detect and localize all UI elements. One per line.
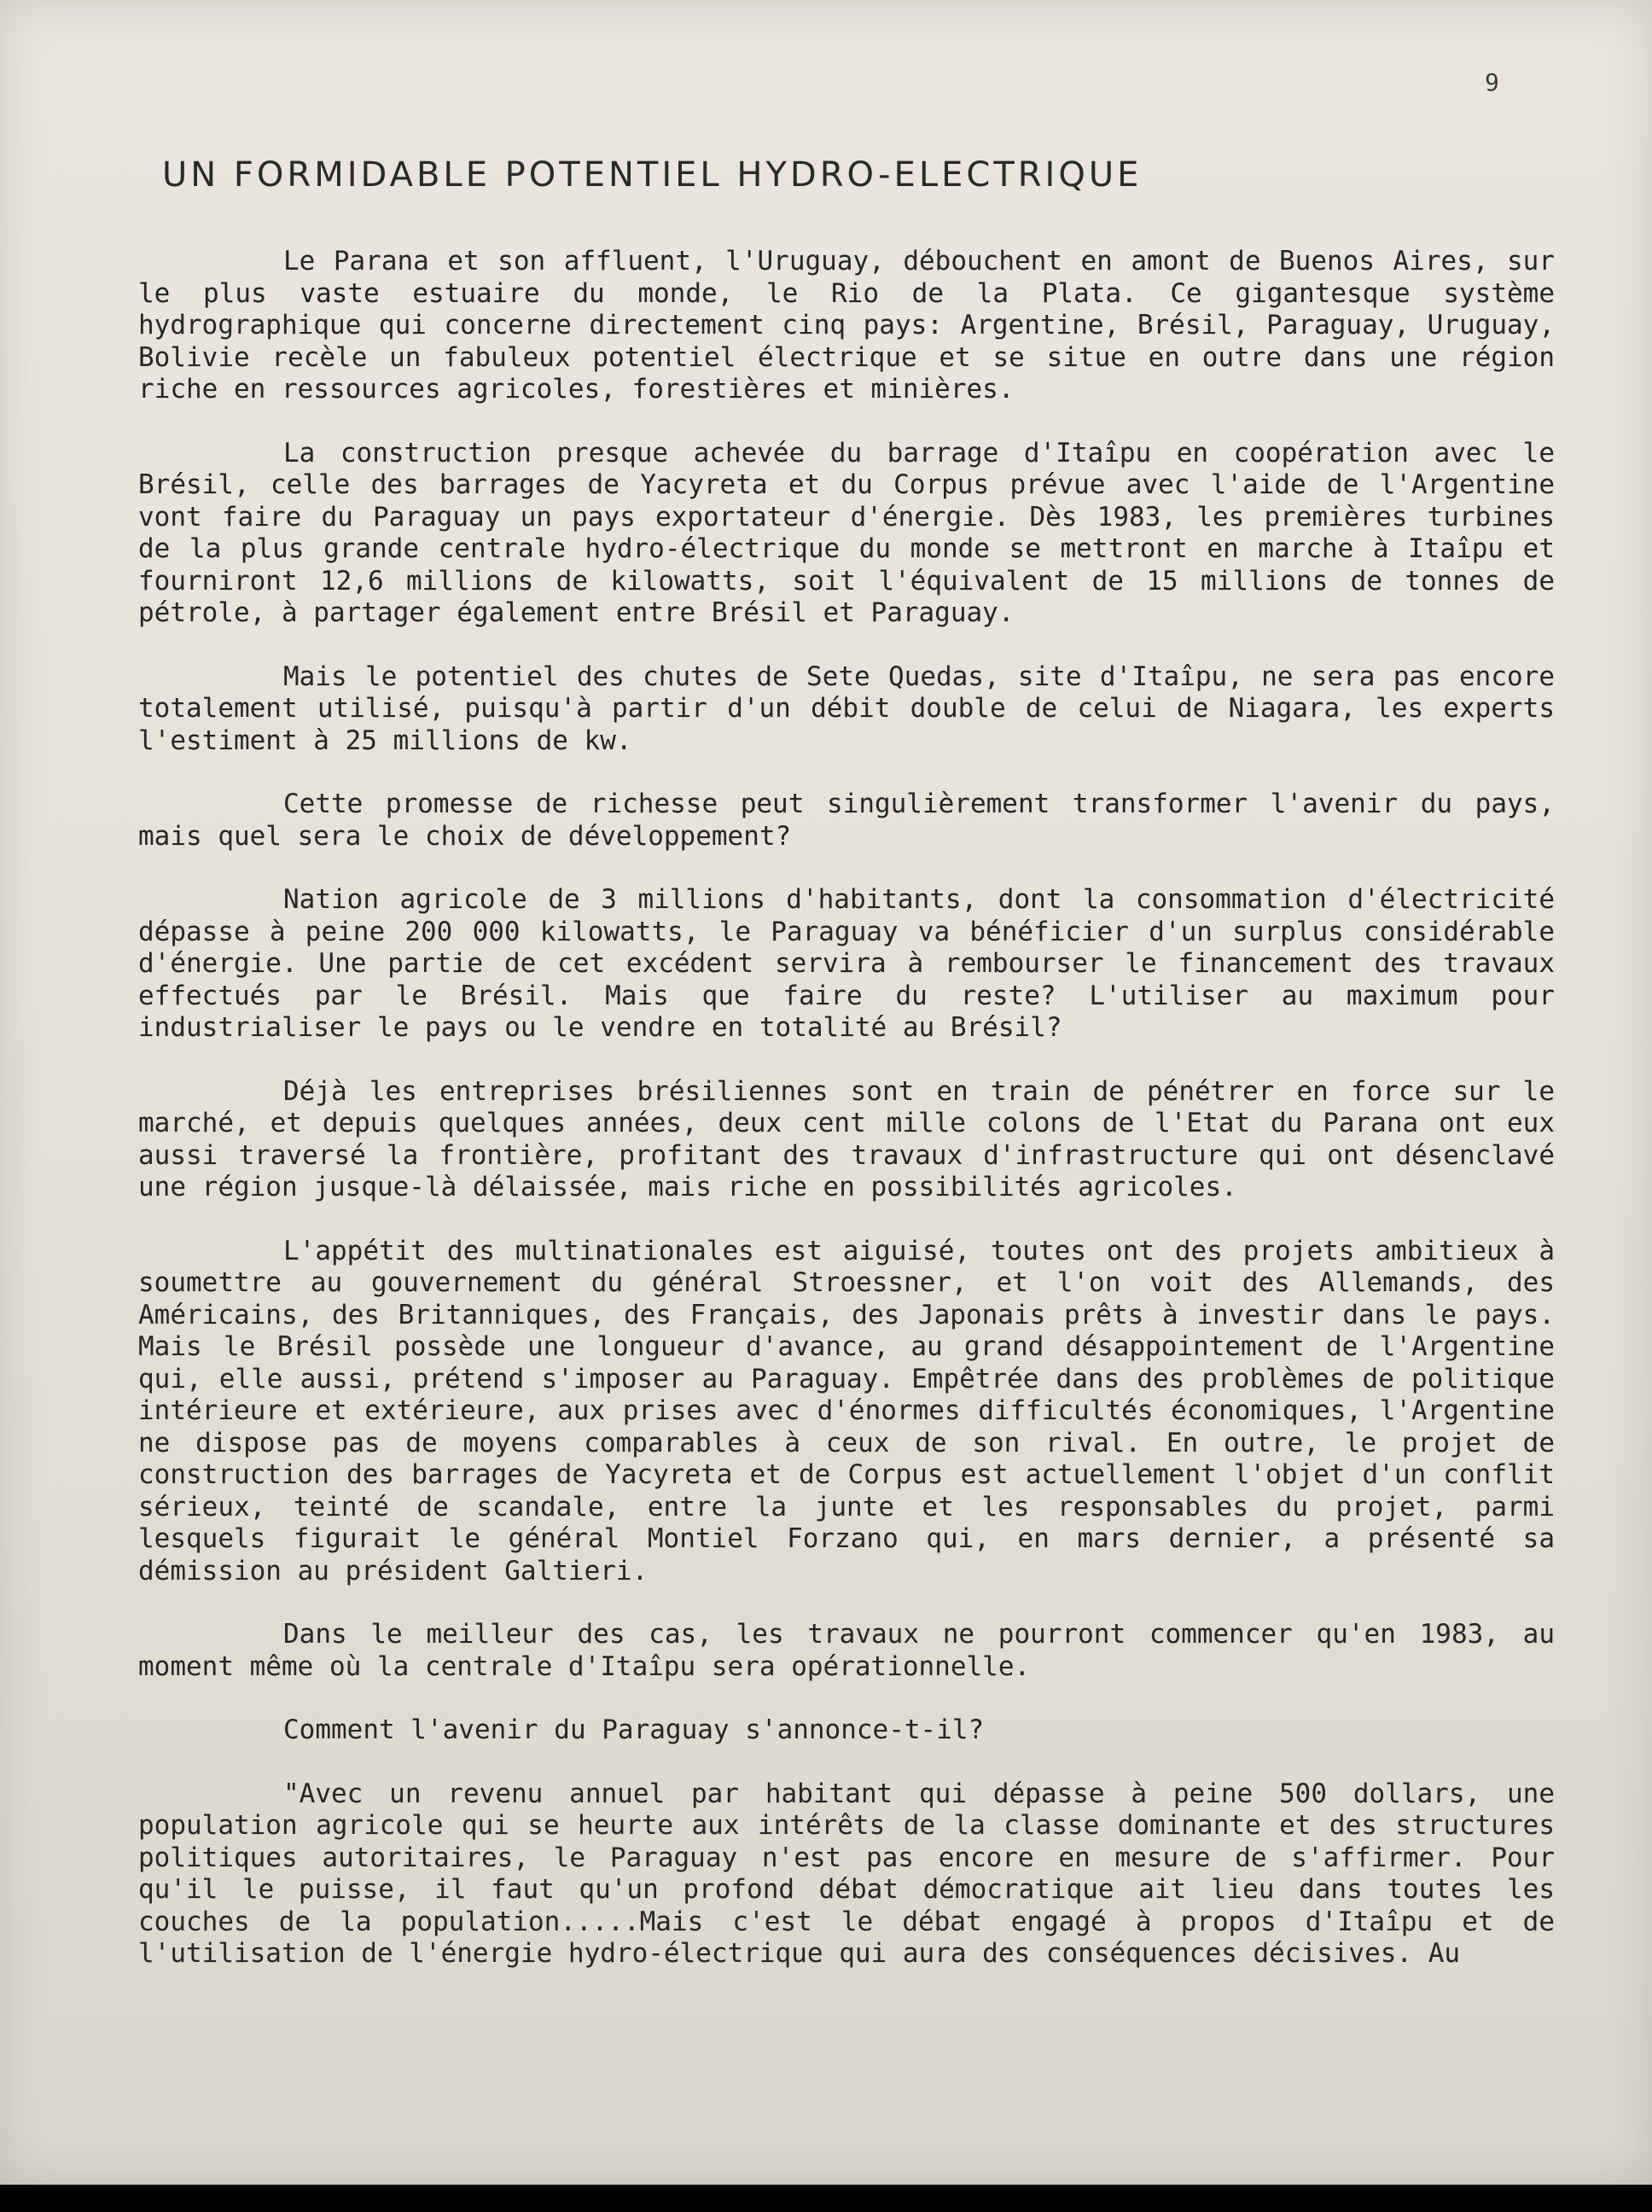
paragraph-2: La construction presque achevée du barrage d'Itaîpu en coopération avec le Brésil, celle des barrages de Yacyreta et du Corpus prévue avec l'aide de l'Argentine vont faire du Paraguay un pays exportateur d'énergie. Dès 1983, les premières turbines de la plus grande centrale hydro-électrique du monde se mettront en marche à Itaîpu et fourniront 12,6 millions de kilowatts, soit l'équivalent de 15 millions de tonnes de pétrole, à partager également entre Brésil et Paraguay. xyxy=(138,437,1555,628)
paragraph-1: Le Parana et son affluent, l'Uruguay, débouchent en amont de Buenos Aires, sur le plus vaste estuaire du monde, le Rio de la Plata. Ce gigantesque système hydrographique qui concerne directement cinq pays: Argentine, Brésil, Paraguay, Uruguay, Bolivie recèle un fabuleux potentiel électrique et se situe en outre dans une région riche en ressources agricoles, forestières et minières. xyxy=(138,246,1555,405)
paragraph-3: Mais le potentiel des chutes de Sete Quedas, site d'Itaîpu, ne sera pas encore totalement utilisé, puisqu'à partir d'un débit double de celui de Niagara, les experts l'estiment à 25 millions de kw. xyxy=(138,661,1555,756)
page-number: 9 xyxy=(1485,68,1499,96)
page-title: UN FORMIDABLE POTENTIEL HYDRO-ELECTRIQUE xyxy=(162,155,1143,195)
page-bottom-edge xyxy=(0,2185,1652,2212)
paragraph-7: L'appétit des multinationales est aiguisé, toutes ont des projets ambitieux à soumettre au gouvernement du général Stroessner, et l'on voit des Allemands, des Américains, des Britanniques, des Français, des Japonais prêts à investir dans le pays. Mais le Brésil possède une longueur d'avance, au grand désappointement de l'Argentine qui, elle aussi, prétend s'imposer au Paraguay. Empêtrée dans des problèmes de politique intérieure et extérieure, aux prises avec d'énormes difficultés économiques, l'Argentine ne dispose pas de moyens comparables à ceux de son rival. En outre, le projet de construction des barrages de Yacyreta et de Corpus est actuellement l'objet d'un conflit sérieux, teinté de scandale, entre la junte et les responsables du projet, parmi lesquels figurait le général Montiel Forzano qui, en mars dernier, a présenté sa démission au président Galtieri. xyxy=(138,1235,1555,1586)
paragraph-4: Cette promesse de richesse peut singulièrement transformer l'avenir du pays, mais quel sera le choix de développement? xyxy=(138,789,1555,852)
paragraph-9: Comment l'avenir du Paraguay s'annonce-t-il? xyxy=(283,1714,985,1745)
paragraph-8: Dans le meilleur des cas, les travaux ne pourront commencer qu'en 1983, au moment même où la centrale d'Itaîpu sera opérationnelle. xyxy=(138,1619,1555,1682)
paragraph-5: Nation agricole de 3 millions d'habitants, dont la consommation d'électricité dépasse à peine 200 000 kilowatts, le Paraguay va bénéficier d'un surplus considérable d'énergie. Une partie de cet excédent servira à rembourser le financement des travaux effectués par le Brésil. Mais que faire du reste? L'utiliser au maximum pour industrialiser le pays ou le vendre en totalité au Brésil? xyxy=(138,884,1555,1043)
document-body xyxy=(138,246,1555,2002)
paragraph-6: Déjà les entreprises brésiliennes sont en train de pénétrer en force sur le marché, et depuis quelques années, deux cent mille colons de l'Etat du Parana ont eux aussi traversé la frontière, profitant des travaux d'infrastructure qui ont désenclavé une région jusque-là délaissée, mais riche en possibilités agricoles. xyxy=(138,1075,1555,1202)
paragraph-10: "Avec un revenu annuel par habitant qui dépasse à peine 500 dollars, une population agricole qui se heurte aux intérêts de la classe dominante et des structures politiques autoritaires, le Paraguay n'est pas encore en mesure de s'affirmer. Pour qu'il le puisse, il faut qu'un profond débat démocratique ait lieu dans toutes les couches de la population.....Mais c'est le débat engagé à propos d'Itaîpu et de l'utilisation de l'énergie hydro-électrique qui aura des conséquences décisives. Au xyxy=(138,1778,1555,1969)
